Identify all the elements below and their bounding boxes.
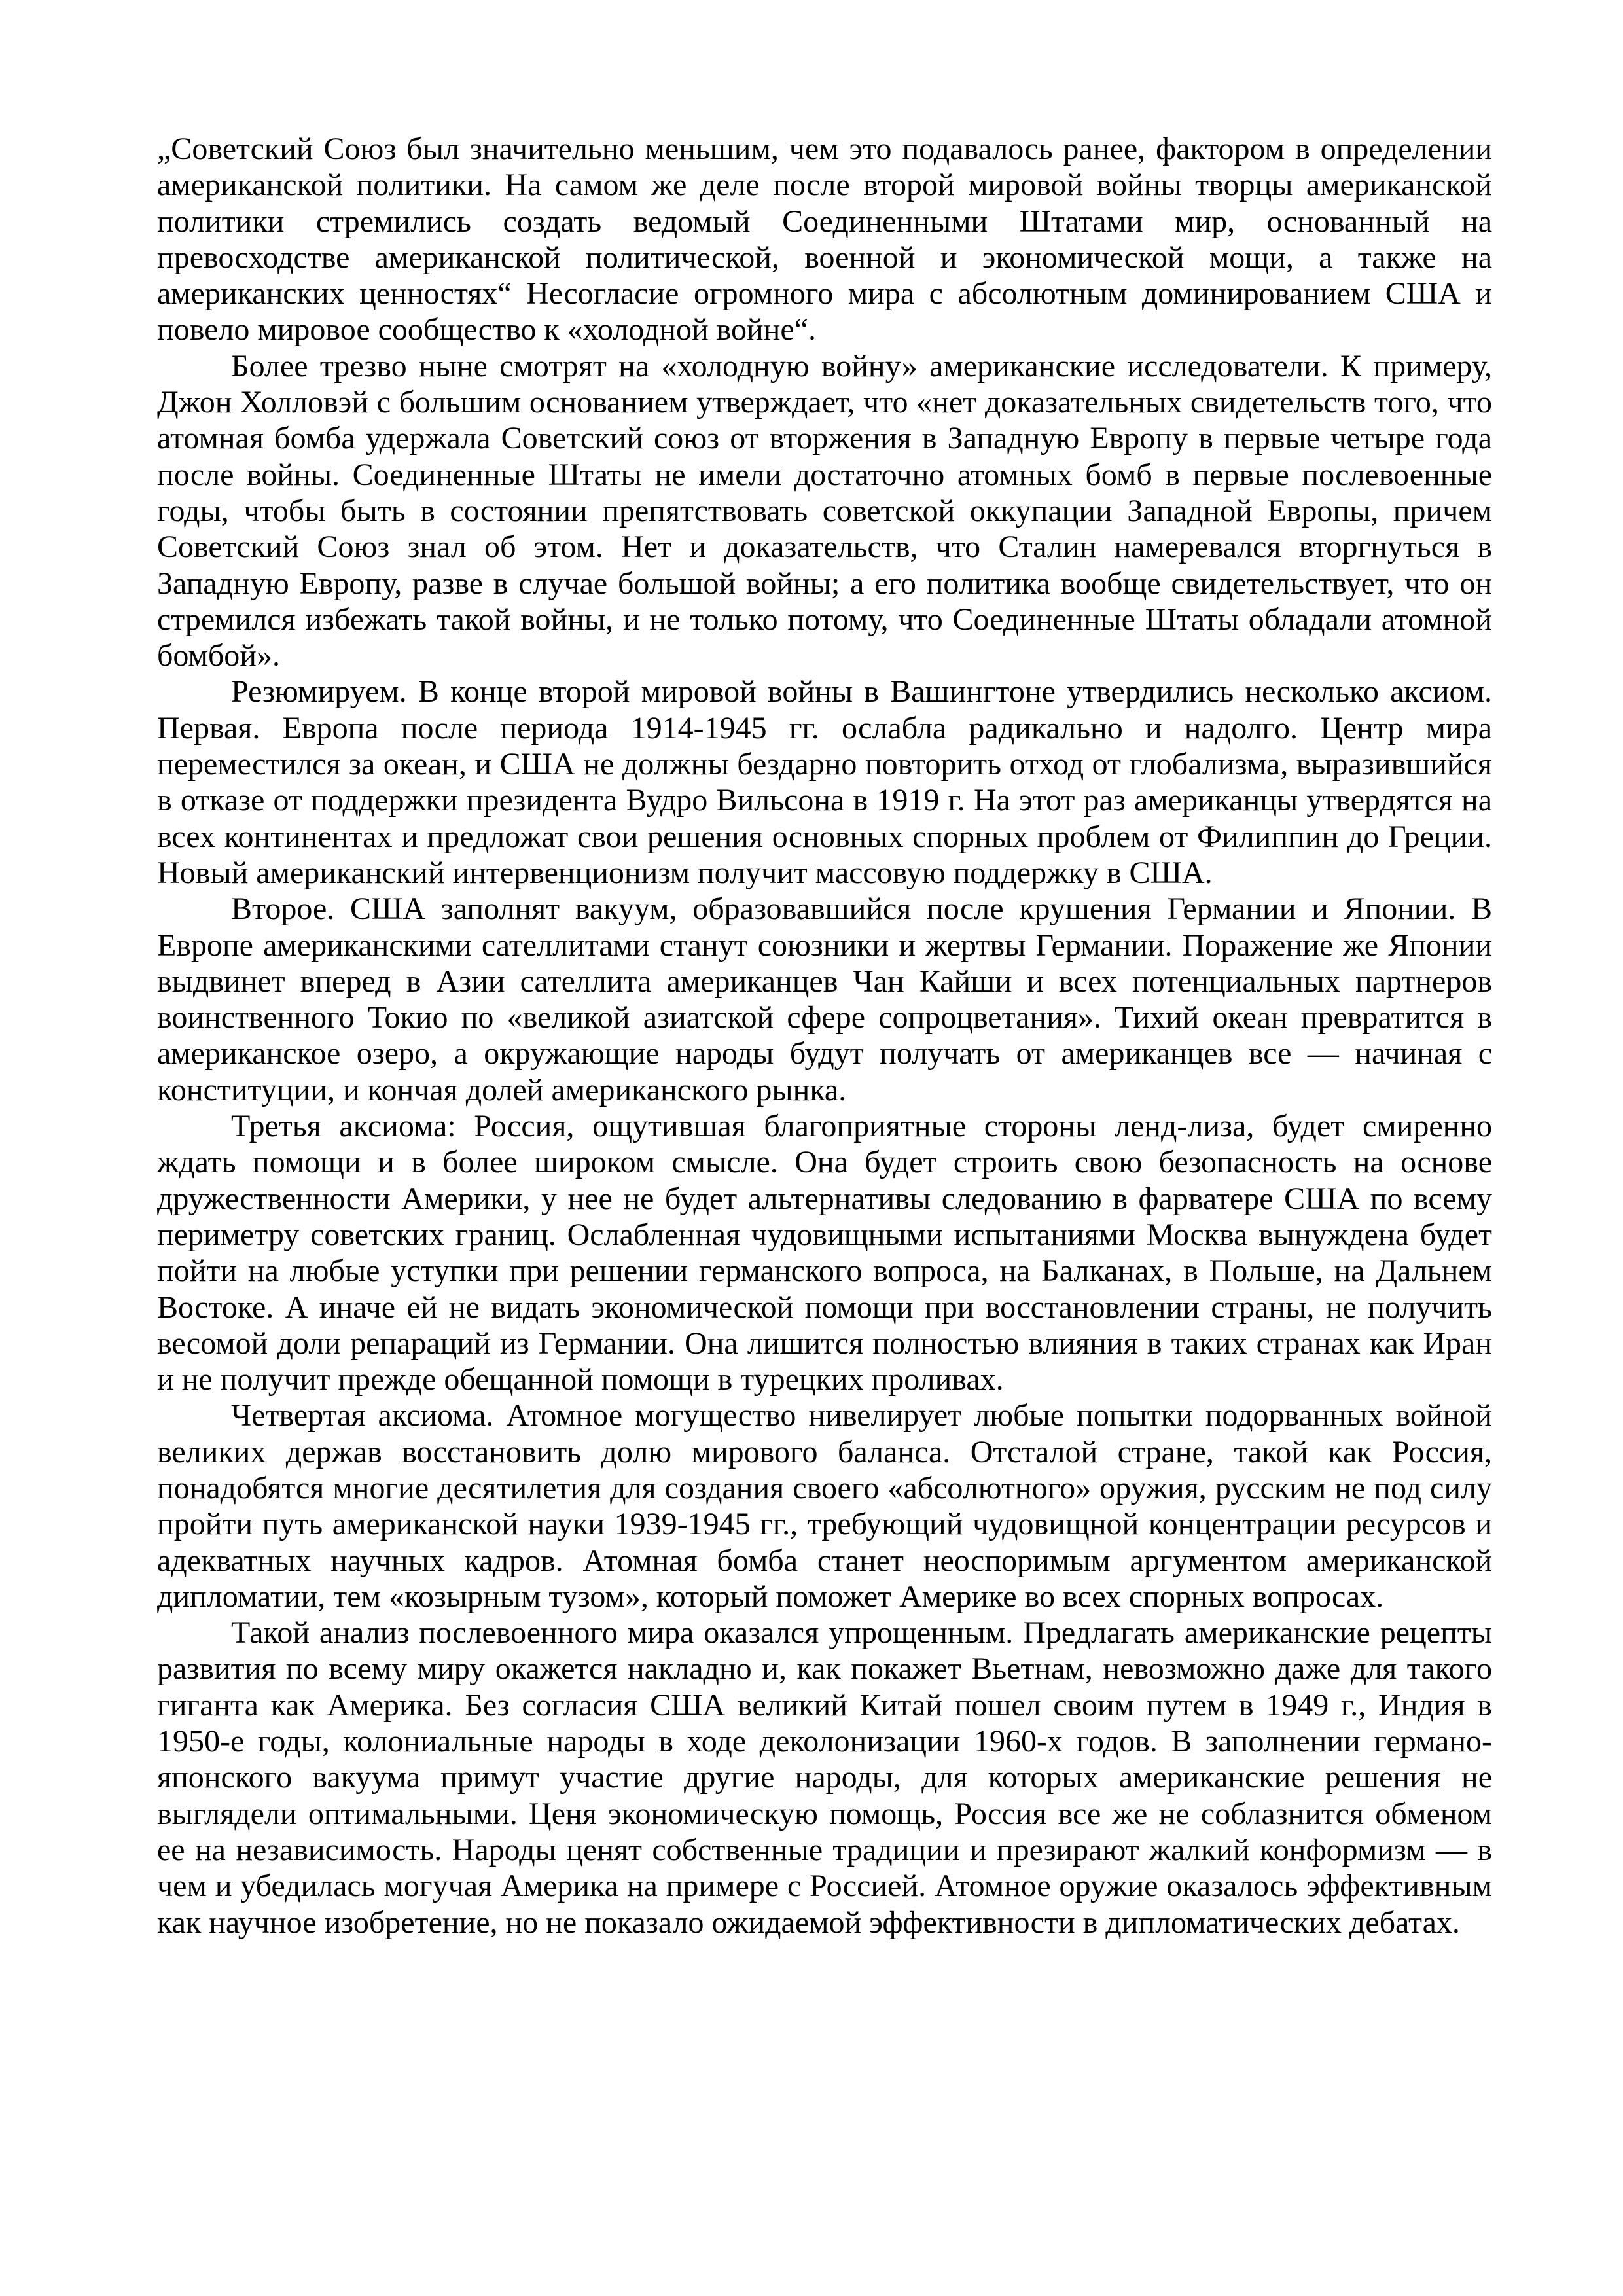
paragraph-cold-war-researchers: Более трезво ныне смотрят на «холодную войну» американские исследователи. К примеру, Джон Холловэй с большим основанием утверждает, что «нет доказательных свидетельств того, что атомная бомба удержала Советский союз от вторжения в Западную Европу в первые четыре года после войны. Соединенные Штаты не имели достаточно атомных бомб в первые послевоенные годы, чтобы быть в состоянии препятствовать советской оккупации Западной Европы, причем Советский Союз знал об этом. Нет и доказательств, что Сталин намеревался вторгнуться в Западную Европу, разве в случае большой войны; а его политика вообще свидетельствует, что он стремился избежать такой войны, и не только потому, что Соединенные Штаты обладали атомной бомбой».: [157, 348, 1492, 673]
paragraph-summary-first-axiom: Резюмируем. В конце второй мировой войны в Вашингтоне утвердились несколько аксиом. Первая. Европа после периода 1914-1945 гг. ослабла радикально и надолго. Центр мира переместился за океан, и США не должны бездарно повторить отход от глобализма, выразившийся в отказе от поддержки президента Вудро Вильсона в 1919 г. На этот раз американцы утвердятся на всех континентах и предложат свои решения основных спорных проблем от Филиппин до Греции. Новый американский интервенционизм получит массовую поддержку в США.: [157, 674, 1492, 890]
paragraph-conclusion: Такой анализ послевоенного мира оказался упрощенным. Предлагать американские рецепты развития по всему миру окажется накладно и, как покажет Вьетнам, невозможно даже для такого гиганта как Америка. Без согласия США великий Китай пошел своим путем в 1949 г., Индия в 1950-е годы, колониальные народы в ходе деколонизации 1960-х годов. В заполнении германо-японского вакуума примут участие другие народы, для которых американские решения не выглядели оптимальными. Ценя экономическую помощь, Россия все же не соблазнится обменом ее на независимость. Народы ценят собственные традиции и презирают жалкий конформизм — в чем и убедилась могучая Америка на примере с Россией. Атомное оружие оказалось эффективным как научное изобретение, но не показало ожидаемой эффективности в дипломатических дебатах.: [157, 1615, 1492, 1940]
document-page: [157, 131, 1492, 1941]
paragraph-third-axiom: Третья аксиома: Россия, ощутившая благоприятные стороны ленд-лиза, будет смиренно ждать помощи и в более широком смысле. Она будет строить свою безопасность на основе дружественности Америки, у нее не будет альтернативы следованию в фарватере США по всему периметру советских границ. Ослабленная чудовищными испытаниями Москва вынуждена будет пойти на любые уступки при решении германского вопроса, на Балканах, в Польше, на Дальнем Востоке. А иначе ей не видать экономической помощи при восстановлении страны, не получить весомой доли репараций из Германии. Она лишится полностью влияния в таких странах как Иран и не получит прежде обещанной помощи в турецких проливах.: [157, 1109, 1492, 1397]
paragraph-second-axiom: Второе. США заполнят вакуум, образовавшийся после крушения Германии и Японии. В Европе американскими сателлитами станут союзники и жертвы Германии. Поражение же Японии выдвинет вперед в Азии сателлита американцев Чан Кайши и всех потенциальных партнеров воинственного Токио по «великой азиатской сфере сопроцветания». Тихий океан превратится в американское озеро, а окружающие народы будут получать от американцев все — начиная с конституции, и кончая долей американского рынка.: [157, 891, 1492, 1107]
paragraph-quote-soviet-union: „Советский Союз был значительно меньшим, чем это подавалось ранее, фактором в определении американской политики. На самом же деле после второй мировой войны творцы американской политики стремились создать ведомый Соединенными Штатами мир, основанный на превосходстве американской политической, военной и экономической мощи, а также на американских ценностях“ Несогласие огромного мира с абсолютным доминированием США и повело мировое сообщество к «холодной войне“.: [157, 132, 1492, 348]
paragraph-fourth-axiom: Четвертая аксиома. Атомное могущество нивелирует любые попытки подорванных войной великих держав восстановить долю мирового баланса. Отсталой стране, такой как Россия, понадобятся многие десятилетия для создания своего «абсолютного» оружия, русским не под силу пройти путь американской науки 1939-1945 гг., требующий чудовищной концентрации ресурсов и адекватных научных кадров. Атомная бомба станет неоспоримым аргументом американской дипломатии, тем «козырным тузом», который поможет Америке во всех спорных вопросах.: [157, 1398, 1492, 1614]
